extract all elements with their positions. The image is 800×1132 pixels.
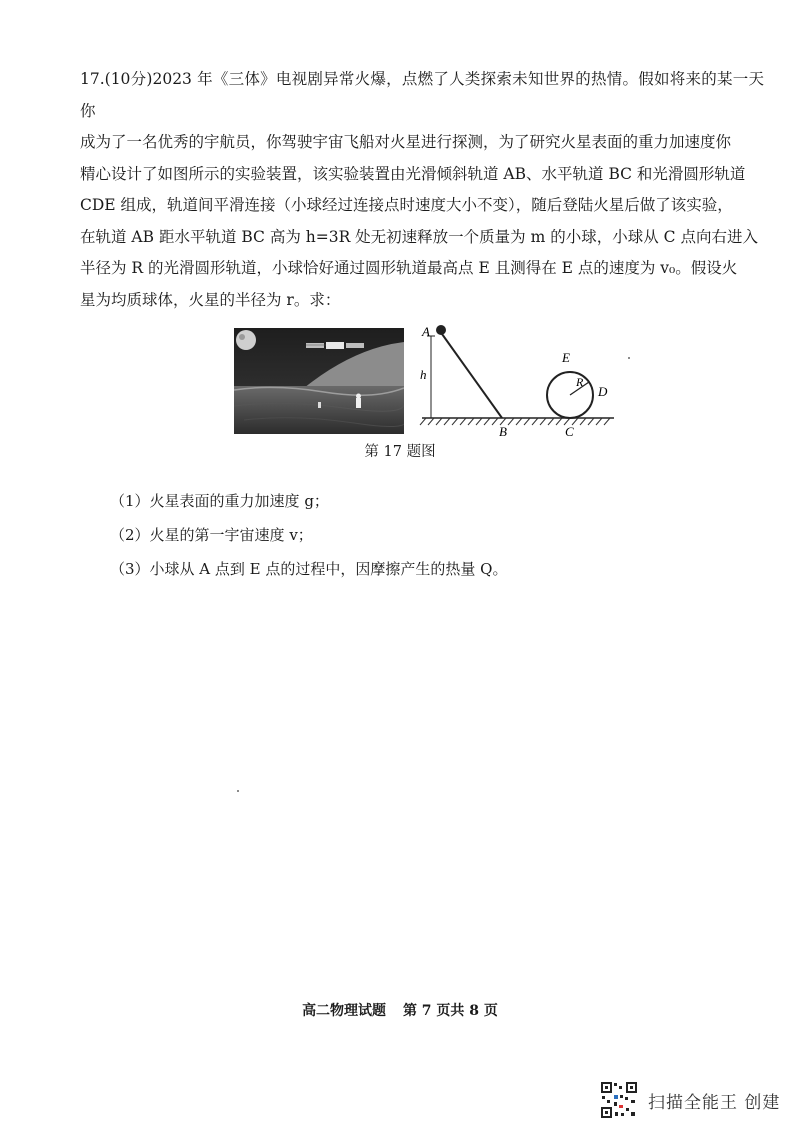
problem-line: CDE 组成，轨道间平滑连接（小球经过连接点时速度大小不变），随后登陆火星后做了该实验，	[80, 196, 733, 214]
page-number: 第 7 页共 8 页	[402, 1003, 498, 1019]
label-E: E	[562, 350, 570, 365]
label-R: R	[576, 375, 584, 389]
label-D: D	[598, 384, 608, 399]
question-item: （3）小球从 A 点到 E 点的过程中，因摩擦产生的热量 Q。	[110, 560, 508, 578]
stray-dot	[628, 357, 630, 359]
label-C: C	[565, 424, 574, 439]
problem-line: 星为均质球体，火星的半径为 r。求：	[80, 290, 341, 309]
problem-line: 成为了一名优秀的宇航员，你驾驶宇宙飞船对火星进行探测，为了研究火星表面的重力加速度你	[80, 133, 732, 151]
label-A: A	[422, 324, 430, 339]
question-item: （2）火星的第一宇宙速度 v；	[110, 526, 313, 544]
scanner-watermark	[600, 1080, 780, 1120]
page-footer	[0, 1000, 800, 1020]
question-list	[110, 484, 507, 586]
watermark-text: 扫描全能王 创建	[648, 1092, 781, 1113]
problem-line: 在轨道 AB 距水平轨道 BC 高为 h=3R 处无初速释放一个质量为 m 的小球，小球从 C 点向右进入	[80, 227, 758, 246]
question-item: （1）火星表面的重力加速度 g；	[110, 492, 329, 510]
problem-17-statement	[80, 64, 764, 316]
problem-line: 半径为 R 的光滑圆形轨道，小球恰好通过圆形轨道最高点 E 且测得在 E 点的速度为 v₀。假设火	[80, 259, 738, 277]
exam-title: 高二物理试题	[302, 1003, 387, 1019]
ball	[436, 325, 446, 335]
spacecraft-icon	[306, 342, 364, 349]
qr-code-icon	[600, 1081, 638, 1119]
mars-photo	[234, 328, 404, 434]
stray-dot	[237, 790, 239, 792]
problem-line: 精心设计了如图所示的实验装置，该实验装置由光滑倾斜轨道 AB、水平轨道 BC 和光滑圆形轨道	[80, 164, 746, 183]
label-B: B	[499, 424, 507, 439]
problem-line: 17.(10分)2023 年《三体》电视剧异常火爆，点燃了人类探索未知世界的热情。假如将来的某一天你	[80, 70, 764, 120]
label-h: h	[420, 367, 427, 382]
figure-caption: 第 17 题图	[364, 444, 436, 460]
figure-17	[234, 322, 624, 442]
track-diagram	[414, 322, 624, 444]
